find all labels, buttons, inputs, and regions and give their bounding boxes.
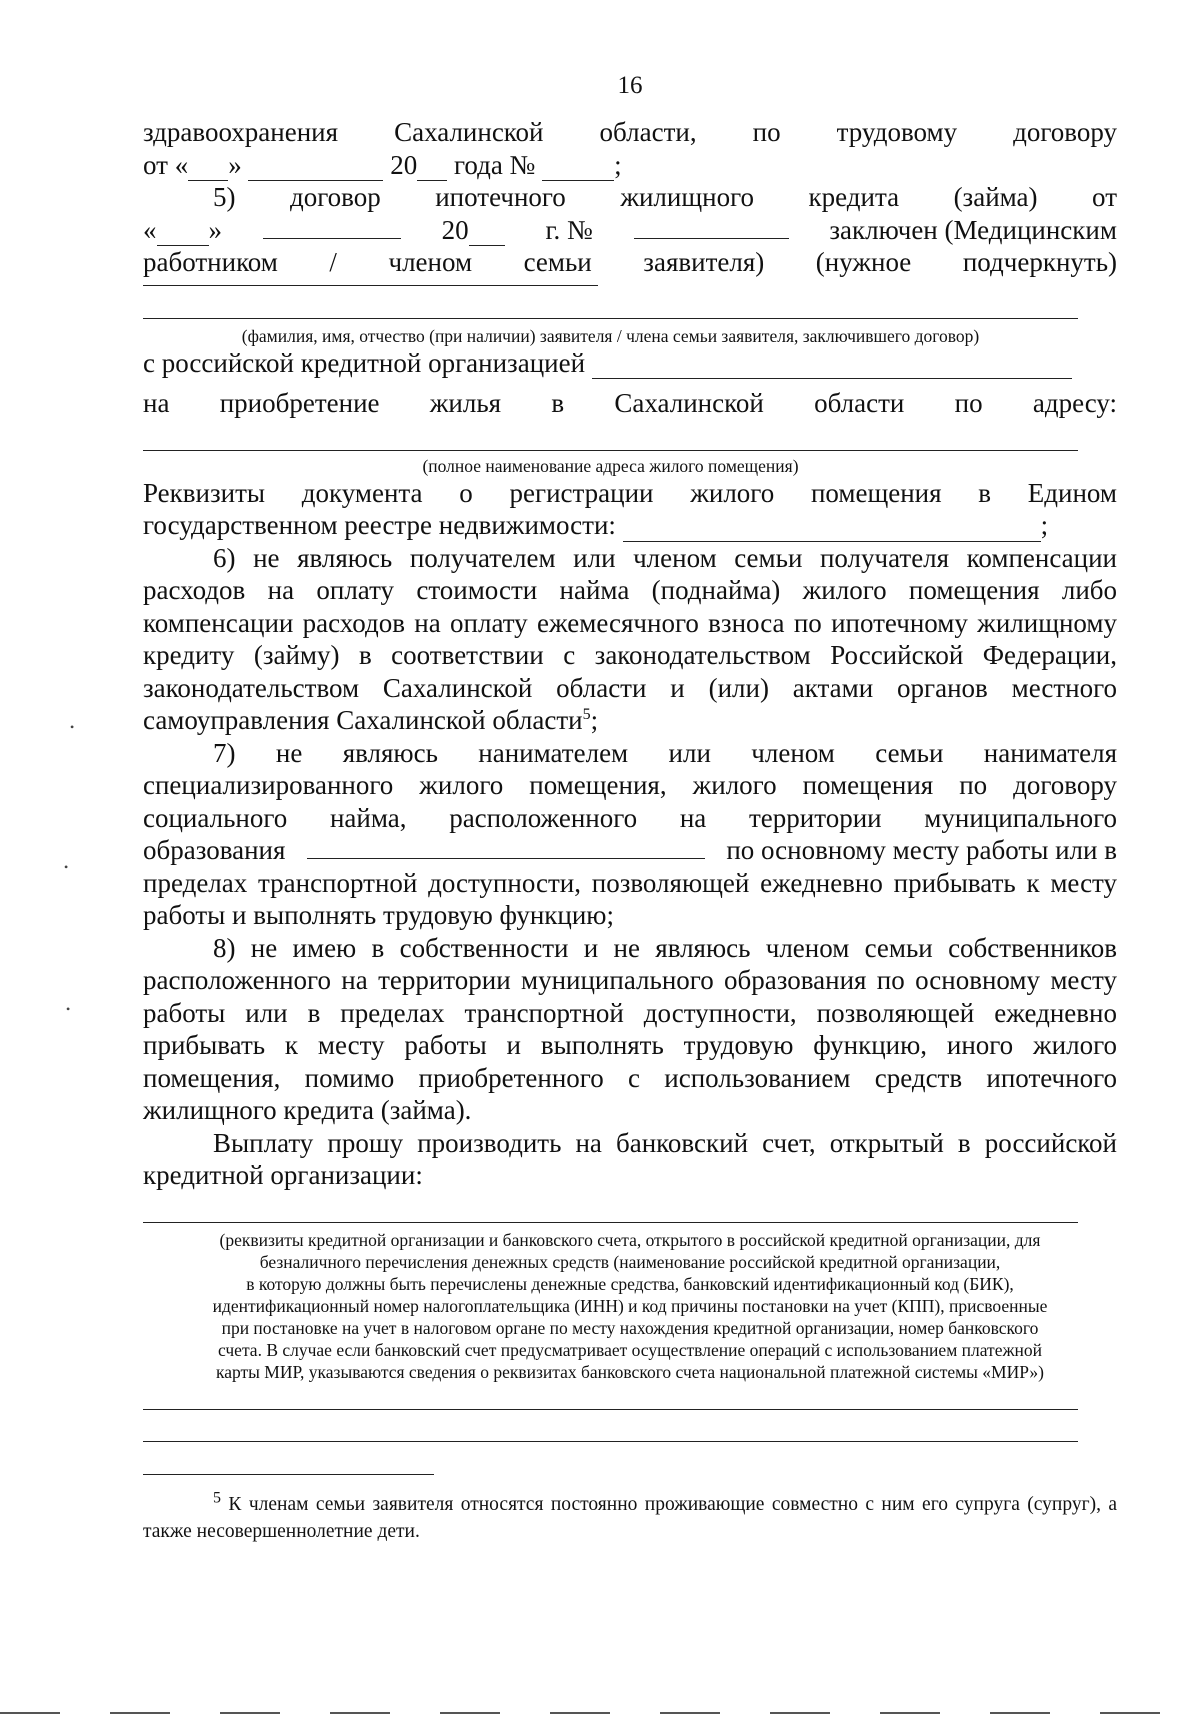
day-blank[interactable]	[188, 156, 228, 181]
registry-line2: государственном реестре недвижимости: ;	[143, 510, 1049, 540]
line-employer: здравоохранения Сахалинской области, по трудовому договору	[143, 117, 1117, 147]
item5-line1: 5) договор ипотечного жилищного кредита (займа) от	[213, 182, 1117, 212]
document-body	[143, 116, 1117, 1545]
scan-mark: •	[66, 1002, 71, 1016]
item7-line3: социального найма, расположенного на территории муниципального	[143, 802, 1117, 833]
scan-edge	[0, 1712, 1200, 1714]
item5-line2: « » 20 г. № заключен (Медицинским	[143, 214, 1117, 245]
credit-org-blank[interactable]	[592, 354, 1072, 379]
year-blank[interactable]	[417, 156, 447, 181]
bank-details-line-3[interactable]	[143, 1441, 1078, 1442]
purchase-line: на приобретение жилья в Сахалинской области по адресу:	[143, 388, 1117, 418]
address-line[interactable]	[143, 450, 1078, 451]
item7-line2: специализированного жилого помещения, жилого помещения по договору	[143, 770, 1117, 800]
payment-request: Выплату прошу производить на банковский счет, открытый в российской кредитной организации:	[143, 1127, 1117, 1190]
item7-rest: пределах транспортной доступности, позволяющей ежедневно прибывать к месту работы и выполнять трудовую функцию;	[143, 867, 1117, 930]
mortgage-number-blank[interactable]	[634, 214, 789, 239]
mortgage-day-blank[interactable]	[157, 221, 209, 246]
registry-line1: Реквизиты документа о регистрации жилого помещения в Едином	[143, 477, 1117, 508]
applicant-name-line[interactable]	[143, 318, 1078, 319]
bank-details-line[interactable]	[143, 1222, 1078, 1223]
scan-mark: •	[70, 720, 75, 734]
item7-line4: образования по основному месту работы или в	[143, 835, 1117, 865]
footnote-ref: 5	[582, 706, 591, 723]
municipality-blank[interactable]	[307, 834, 705, 859]
credit-org-line: с российской кредитной организацией	[143, 347, 1117, 380]
item7-line1: 7) не являюсь нанимателем или членом семьи нанимателя	[213, 737, 1117, 768]
page-number: 16	[617, 72, 643, 99]
bank-caption: (реквизиты кредитной организации и банковского счета, открытого в российской кредитной организации, для безналичного перечисления денежных средств (наименование российской кредитной организации, в которую должны быть перечислены денежные средства, банковский идентификационный код (БИК), идентификационный номер налогоплательщика (ИНН) и код причины постановки на учет (КПП), присвоенные при постановке на учет в налоговом органе по месту нахождения кредитной организации, номер банковского счета. В случае если банковский счет предусматривает осуществление операций с использованием платежной карты МИР, указываются сведения о реквизитах банковского счета национальной платежной системы «МИР»)	[212, 1229, 1048, 1382]
registry-blank[interactable]	[623, 517, 1041, 542]
mortgage-year-blank[interactable]	[469, 221, 505, 246]
applicant-caption: (фамилия, имя, отчество (при наличии) заявителя / члена семьи заявителя, заключившего договор)	[241, 325, 980, 346]
month-blank[interactable]	[248, 156, 383, 181]
underline-short[interactable]	[143, 285, 598, 286]
footnote-separator	[143, 1474, 434, 1475]
address-caption: (полное наименование адреса жилого помещения)	[422, 455, 799, 476]
item6: 6) не являюсь получателем или членом семьи получателя компенсации расходов на оплату стоимости найма (поднайма) жилого помещения либо компенсации расходов на оплату ежемесячного взноса по ипотечному жилищному кредиту (займу) в соответствии с законодательством Российской Федерации, законодательством Сахалинской области и (или) актами органов местного самоуправления Сахалинской области$^5$;	[143, 542, 1117, 735]
item8: 8) не имею в собственности и не являюсь членом семьи собственников расположенного на территории муниципального образования по основному месту работы или в пределах транспортной доступности, позволяющей ежедневно прибывать к месту работы и выполнять трудовую функцию, иного жилого помещения, помимо приобретенного с использованием средств ипотечного жилищного кредита (займа).	[143, 932, 1117, 1125]
item5-line3: работником / членом семьи заявителя) (нужное подчеркнуть)	[143, 247, 1117, 277]
line-contract-date: от « » 20 года № ;	[143, 149, 622, 180]
footnote: $^5$ К членам семьи заявителя относятся постоянно проживающие совместно с ним его супруга (супруг), а также несовершеннолетние дети.	[143, 1489, 1117, 1542]
contract-number-blank[interactable]	[542, 156, 614, 181]
bank-details-line-2[interactable]	[143, 1409, 1078, 1410]
scan-mark: •	[64, 860, 69, 874]
mortgage-month-blank[interactable]	[263, 214, 401, 239]
